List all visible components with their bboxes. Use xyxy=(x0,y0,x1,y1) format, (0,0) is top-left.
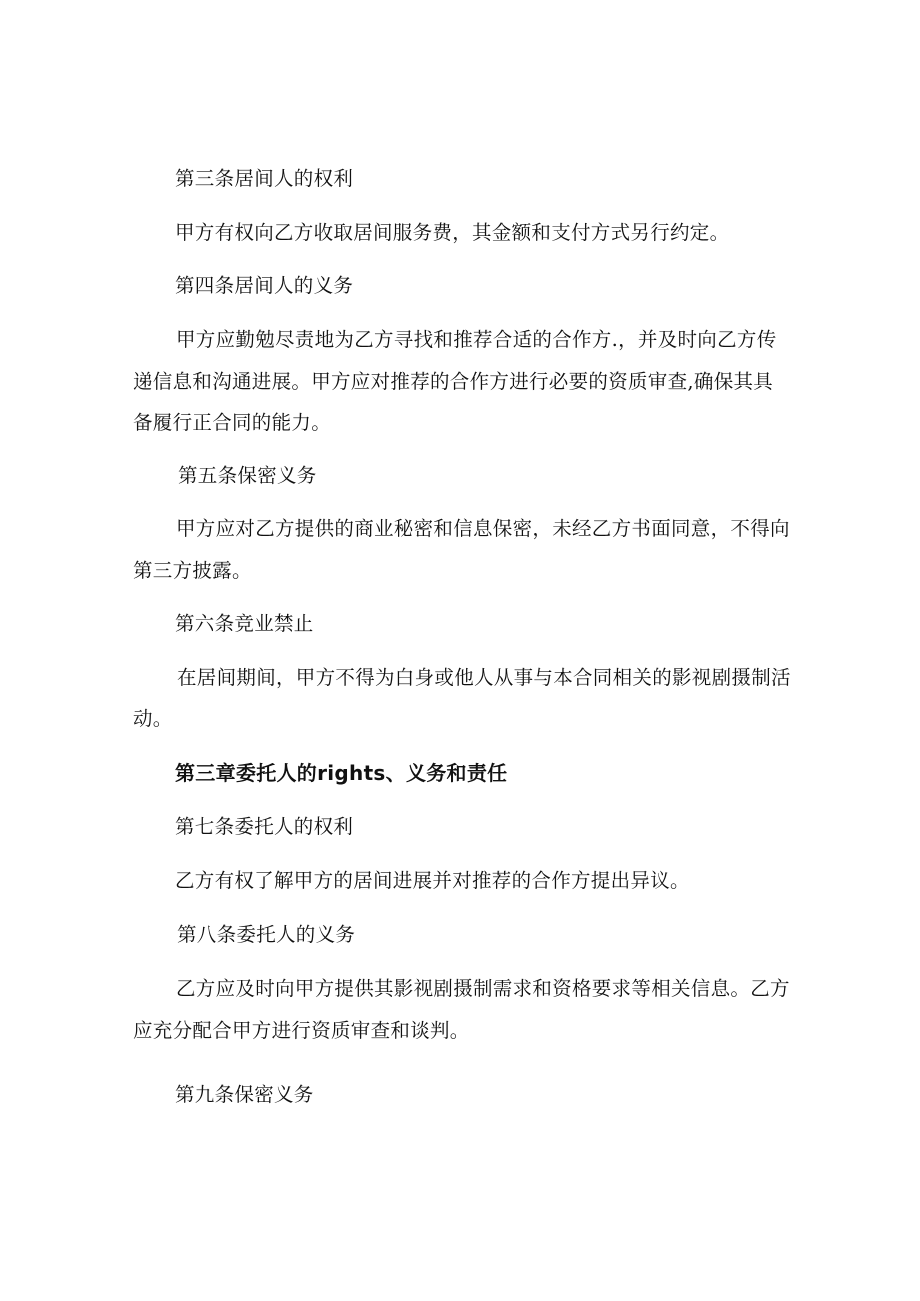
article-3-title: 第三条居间人的权利 xyxy=(175,167,354,190)
article-4-body-line-3: 备履行正合同的能力。 xyxy=(133,411,332,434)
article-4-title: 第四条居间人的义务 xyxy=(175,274,354,297)
article-7-title: 第七条委托人的权利 xyxy=(175,815,354,838)
article-8-body-line-2: 应充分配合甲方进行资质审查和谈判。 xyxy=(133,1019,470,1042)
chapter-3-title: 第三章委托人的rights、义务和责任 xyxy=(175,761,508,785)
article-4-body-line-1: 甲方应勤勉尽责地为乙方寻找和推荐合适的合作方.，并及时向乙方传 xyxy=(176,328,777,351)
article-5-title: 第五条保密义务 xyxy=(178,464,317,487)
article-6-body-line-2: 动。 xyxy=(133,707,173,730)
article-5-body-line-1: 甲方应对乙方提供的商业秘密和信息保密，未经乙方书面同意，不得向 xyxy=(176,517,790,540)
article-6-body-line-1: 在居间期间，甲方不得为白身或他人从事与本合同相关的影视剧摄制活 xyxy=(177,666,791,689)
article-8-title: 第八条委托人的义务 xyxy=(177,923,356,946)
article-7-body-line-1: 乙方有权了解甲方的居间进展并对推荐的合作方提出异议。 xyxy=(175,869,690,892)
article-3-body-line-1: 甲方有权向乙方收取居间服务费，其金额和支付方式另行约定。 xyxy=(175,221,730,244)
article-4-body-line-2: 递信息和沟通进展。甲方应对推荐的合作方进行必要的资质审查,确保其具 xyxy=(133,370,774,393)
article-9-title: 第九条保密义务 xyxy=(175,1083,314,1106)
article-6-title: 第六条竞业禁止 xyxy=(175,612,314,635)
article-8-body-line-1: 乙方应及时向甲方提供其影视剧摄制需求和资格要求等相关信息。乙方 xyxy=(176,977,790,1000)
article-5-body-line-2: 第三方披露。 xyxy=(133,559,252,582)
